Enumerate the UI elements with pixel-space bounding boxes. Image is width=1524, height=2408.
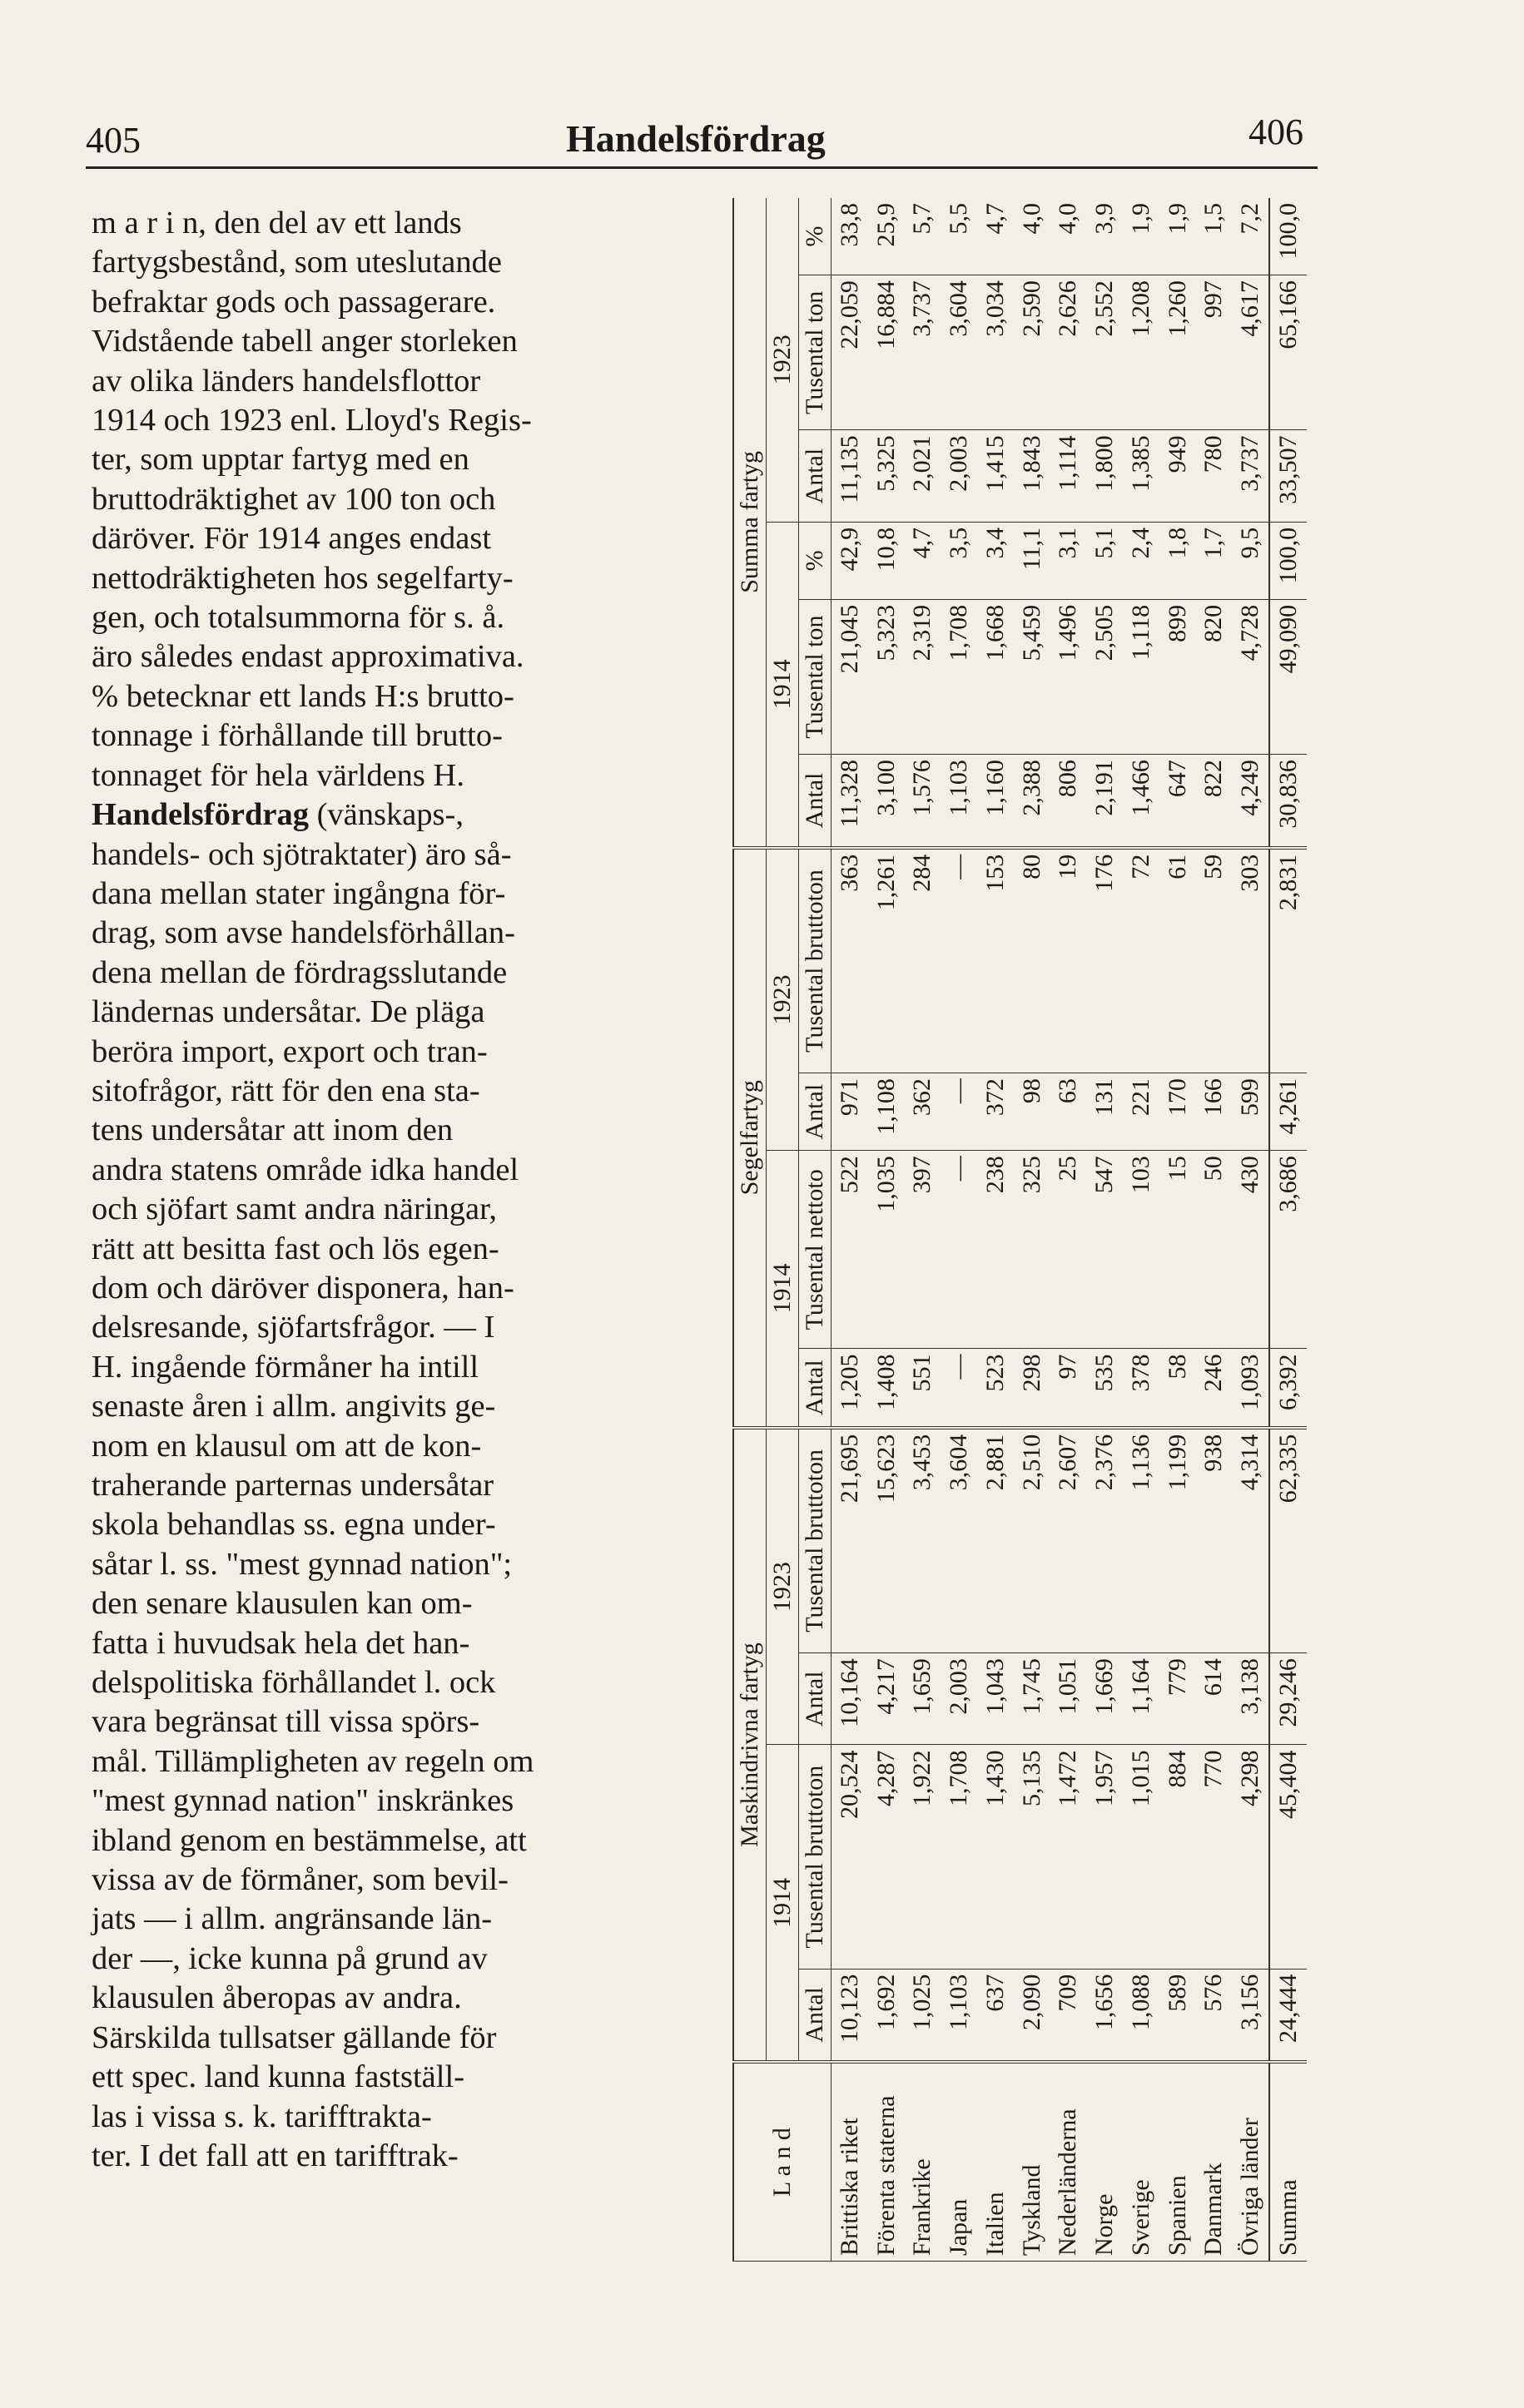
value-cell: 997 [1195, 275, 1232, 430]
value-cell: 1,160 [977, 755, 1014, 848]
value-cell: 547 [1086, 1151, 1123, 1349]
land-cell: Förenta staterna [868, 2062, 905, 2261]
value-cell: 22,059 [831, 275, 868, 430]
value-cell: 62,335 [1269, 1428, 1307, 1653]
col-header: Tusental bruttoton [799, 1745, 831, 1969]
col-header: Antal [799, 755, 831, 848]
value-cell: 25 [1050, 1151, 1086, 1349]
value-cell: 42,9 [831, 522, 868, 599]
value-cell: 1,015 [1123, 1745, 1159, 1969]
table-row [977, 198, 1014, 2262]
value-cell: 1,164 [1123, 1653, 1159, 1745]
left-page-number: 405 [86, 120, 141, 161]
value-cell: 1,466 [1123, 755, 1159, 848]
value-cell: 298 [1014, 1349, 1050, 1428]
value-cell: 1,103 [941, 1969, 977, 2062]
value-cell: 1,035 [868, 1151, 905, 1349]
value-cell: 576 [1195, 1969, 1232, 2062]
value-cell: 2,831 [1269, 848, 1307, 1073]
text-line: jats — i allm. angränsande län- [92, 1901, 493, 1937]
value-cell: 16,884 [868, 275, 905, 430]
year-header: 1914 [767, 1745, 799, 2062]
value-cell: 3,737 [1232, 430, 1269, 522]
value-cell: 65,166 [1269, 275, 1307, 430]
value-cell: 938 [1195, 1428, 1232, 1653]
value-cell: — [941, 1151, 977, 1349]
value-cell: 2,626 [1050, 275, 1086, 430]
table-row [1159, 198, 1196, 2262]
value-cell: 1,7 [1195, 522, 1232, 599]
value-cell: 1,043 [977, 1653, 1014, 1745]
text-line: befraktar gods och passagerare. [92, 284, 496, 320]
land-cell: Brittiska riket [831, 2062, 868, 2261]
value-cell: 1,136 [1123, 1428, 1159, 1653]
value-cell: 1,9 [1159, 198, 1196, 275]
value-cell: 9,5 [1232, 522, 1269, 599]
value-cell: 430 [1232, 1151, 1269, 1349]
value-cell: 4,217 [868, 1653, 905, 1745]
value-cell: 4,261 [1269, 1073, 1307, 1151]
value-cell: 1,9 [1123, 198, 1159, 275]
value-cell: 10,123 [831, 1969, 868, 2062]
text-line: tonnage i förhållande till brutto- [92, 718, 503, 754]
land-header: L a n d [733, 2062, 831, 2261]
value-cell: — [941, 1349, 977, 1428]
table-row [941, 198, 977, 2262]
value-cell: 1,659 [905, 1653, 941, 1745]
value-cell: 166 [1195, 1073, 1232, 1151]
value-cell: 589 [1159, 1969, 1196, 2062]
value-cell: 176 [1086, 848, 1123, 1073]
value-cell: 372 [977, 1073, 1014, 1151]
col-header: Antal [799, 1073, 831, 1151]
value-cell: 820 [1195, 599, 1232, 754]
value-cell: 5,7 [905, 198, 941, 275]
value-cell: 1,103 [941, 755, 977, 848]
col-header: Tusental nettoto [799, 1151, 831, 1349]
value-cell: 3,604 [941, 1428, 977, 1653]
value-cell: 1,430 [977, 1745, 1014, 1969]
land-cell: Spanien [1159, 2062, 1196, 2261]
land-cell: Japan [941, 2062, 977, 2261]
value-cell: 1,800 [1086, 430, 1123, 522]
text-line: vara begränsat till vissa spörs- [92, 1704, 480, 1740]
article-first-line [92, 795, 691, 835]
text-line: bruttodräktighet av 100 ton och [92, 481, 496, 517]
value-cell: 3,9 [1086, 198, 1123, 275]
value-cell: 325 [1014, 1151, 1050, 1349]
body-column [92, 204, 691, 2176]
value-cell: 3,4 [977, 522, 1014, 599]
table-row [1086, 198, 1123, 2262]
value-cell: 1,692 [868, 1969, 905, 2062]
text-line: och sjöfart samt andra näringar, [92, 1192, 498, 1227]
text-line: fartygsbestånd, som uteslutande [92, 245, 502, 280]
text-line: klausulen åberopas av andra. [92, 1980, 462, 2016]
text-line: senaste åren i allm. angivits ge- [92, 1389, 496, 1424]
value-cell: 33,507 [1269, 430, 1307, 522]
text-line: rätt att besitta fast och lös egen- [92, 1231, 499, 1266]
value-cell: 10,164 [831, 1653, 868, 1745]
value-cell: 899 [1159, 599, 1196, 754]
land-cell: Frankrike [905, 2062, 941, 2261]
value-cell: 1,576 [905, 755, 941, 848]
year-header: 1923 [767, 848, 799, 1151]
text-line: Vidstående tabell anger storleken [92, 324, 518, 359]
land-cell: Norge [1086, 2062, 1123, 2261]
value-cell: 1,922 [905, 1745, 941, 1969]
year-header: 1923 [767, 1428, 799, 1745]
value-cell: 21,045 [831, 599, 868, 754]
text-line: sitofrågor, rätt för den ena sta- [92, 1073, 480, 1108]
value-cell: 221 [1123, 1073, 1159, 1151]
value-cell: 29,246 [1269, 1653, 1307, 1745]
value-cell: 884 [1159, 1745, 1196, 1969]
text-line: äro således endast approximativa. [92, 639, 524, 675]
value-cell: 2,376 [1086, 1428, 1123, 1653]
value-cell: 4,617 [1232, 275, 1269, 430]
text-line: däröver. För 1914 anges endast [92, 521, 492, 557]
year-header: 1914 [767, 522, 799, 847]
value-cell: 21,695 [831, 1428, 868, 1653]
value-cell: 3,100 [868, 755, 905, 848]
table-row [868, 198, 905, 2262]
text-line: ibland genom en bestämmelse, att [92, 1822, 527, 1858]
text-line: dena mellan de fördragsslutande [92, 954, 508, 990]
value-cell: 4,728 [1232, 599, 1269, 754]
value-cell: 98 [1014, 1073, 1050, 1151]
text-line: delspolitiska förhållandet l. ock [92, 1665, 496, 1701]
value-cell: 33,8 [831, 198, 868, 275]
text-line: dana mellan stater ingångna för- [92, 875, 506, 911]
value-cell: 4,298 [1232, 1745, 1269, 1969]
text-line: m a r i n, den del av ett lands [92, 206, 462, 240]
value-cell: 20,524 [831, 1745, 868, 1969]
table-row [1195, 198, 1232, 2262]
text-line: mål. Tillämpligheten av regeln om [92, 1743, 534, 1779]
text-line: handels- och sjötraktater) äro så- [92, 836, 512, 872]
value-cell: — [941, 1073, 977, 1151]
value-cell: 1,745 [1014, 1653, 1050, 1745]
value-cell: 599 [1232, 1073, 1269, 1151]
text-line: såtar l. ss. "mest gynnad nation"; [92, 1546, 513, 1582]
fleet-statistics-table [732, 198, 1307, 2262]
text-line: ter, som upptar fartyg med en [92, 442, 469, 478]
value-cell: 779 [1159, 1653, 1196, 1745]
value-cell: 3,737 [905, 275, 941, 430]
value-cell: 238 [977, 1151, 1014, 1349]
text-line: tonnaget för hela världens H. [92, 757, 464, 793]
value-cell: 1,108 [868, 1073, 905, 1151]
value-cell: 284 [905, 848, 941, 1073]
value-cell: 1,957 [1086, 1745, 1123, 1969]
value-cell: 11,1 [1014, 522, 1050, 599]
col-header: Antal [799, 1969, 831, 2062]
text-line: ett spec. land kunna fastställ- [92, 2059, 464, 2095]
text-line: vissa av de förmåner, som bevil- [92, 1862, 509, 1898]
text-line: "mest gynnad nation" inskränkes [92, 1783, 514, 1819]
land-cell: Italien [977, 2062, 1014, 2261]
value-cell: 7,2 [1232, 198, 1269, 275]
value-cell: 2,607 [1050, 1428, 1086, 1653]
article-headword: Handelsfördrag [92, 797, 309, 833]
value-cell: 10,8 [868, 522, 905, 599]
value-cell: 3,138 [1232, 1653, 1269, 1745]
value-cell: 58 [1159, 1349, 1196, 1428]
land-cell: Övriga länder [1232, 2062, 1269, 2261]
value-cell: 378 [1123, 1349, 1159, 1428]
value-cell: 397 [905, 1151, 941, 1349]
value-cell: 4,0 [1050, 198, 1086, 275]
value-cell: 4,7 [977, 198, 1014, 275]
value-cell: 170 [1159, 1073, 1196, 1151]
value-cell: 3,034 [977, 275, 1014, 430]
value-cell: 2,319 [905, 599, 941, 754]
value-cell: 11,328 [831, 755, 868, 848]
sum-row [1269, 198, 1307, 2262]
year-header: 1914 [767, 1151, 799, 1428]
col-header: Tusental bruttoton [799, 848, 831, 1073]
value-cell: 303 [1232, 848, 1269, 1073]
value-cell: 637 [977, 1969, 1014, 2062]
value-cell: 2,590 [1014, 275, 1050, 430]
text-line: nettodräktigheten hos segelfarty- [92, 560, 514, 596]
value-cell: 100,0 [1269, 522, 1307, 599]
text-line: fatta i huvudsak hela det han- [92, 1625, 470, 1661]
value-cell: 614 [1195, 1653, 1232, 1745]
value-cell: 2,388 [1014, 755, 1050, 848]
value-cell: 15,623 [868, 1428, 905, 1653]
value-cell: 97 [1050, 1349, 1086, 1428]
text-line: beröra import, export och tran- [92, 1033, 488, 1069]
value-cell: 4,249 [1232, 755, 1269, 848]
value-cell: 59 [1195, 848, 1232, 1073]
value-cell: 709 [1050, 1969, 1086, 2062]
value-cell: 3,5 [941, 522, 977, 599]
text-line: ter. I det fall att en tarifftrak- [92, 2138, 459, 2173]
col-header: % [799, 198, 831, 275]
value-cell: 2,021 [905, 430, 941, 522]
land-cell: Danmark [1195, 2062, 1232, 2261]
value-cell: 2,090 [1014, 1969, 1050, 2062]
value-cell: 1,708 [941, 599, 977, 754]
text-line: av olika länders handelsflottor [92, 363, 481, 399]
value-cell: 551 [905, 1349, 941, 1428]
value-cell: 1,669 [1086, 1653, 1123, 1745]
col-header: Tusental bruttoton [799, 1428, 831, 1653]
value-cell: 1,093 [1232, 1349, 1269, 1428]
value-cell: 3,156 [1232, 1969, 1269, 2062]
header-rule [86, 166, 1318, 169]
text-line: skola behandlas ss. egna under- [92, 1507, 496, 1543]
text-line: gen, och totalsummorna för s. å. [92, 600, 505, 636]
text-line: andra statens område idka handel [92, 1152, 519, 1187]
value-cell: 1,260 [1159, 275, 1196, 430]
value-cell: 6,392 [1269, 1349, 1307, 1428]
value-cell: 1,708 [941, 1745, 977, 1969]
fleet-statistics-table-rotated [732, 198, 1307, 2262]
value-cell: 535 [1086, 1349, 1123, 1428]
text-line: nom en klausul om att de kon- [92, 1428, 482, 1464]
value-cell: 949 [1159, 430, 1196, 522]
col-header: Tusental ton [799, 599, 831, 754]
value-cell: 363 [831, 848, 868, 1073]
value-cell: 362 [905, 1073, 941, 1151]
value-cell: 1,5 [1195, 198, 1232, 275]
group-header-steam: Maskindrivna fartyg [733, 1428, 767, 2063]
col-header: Antal [799, 1349, 831, 1428]
col-header: Antal [799, 430, 831, 522]
value-cell: 770 [1195, 1745, 1232, 1969]
value-cell: 2,510 [1014, 1428, 1050, 1653]
text-line: delsresande, sjöfartsfrågor. — I [92, 1310, 495, 1345]
value-cell: 3,604 [941, 275, 977, 430]
value-cell: 4,287 [868, 1745, 905, 1969]
value-cell: 1,208 [1123, 275, 1159, 430]
table-row [1232, 198, 1269, 2262]
value-cell: 3,686 [1269, 1151, 1307, 1349]
value-cell: 63 [1050, 1073, 1086, 1151]
value-cell: 1,656 [1086, 1969, 1123, 2062]
value-cell: 1,261 [868, 848, 905, 1073]
value-cell: 1,118 [1123, 599, 1159, 754]
value-cell: 5,459 [1014, 599, 1050, 754]
value-cell: 522 [831, 1151, 868, 1349]
value-cell: 3,1 [1050, 522, 1086, 599]
text-line: las i vissa s. k. tarifftrakta- [92, 2098, 432, 2134]
value-cell: 4,7 [905, 522, 941, 599]
value-cell: 80 [1014, 848, 1050, 1073]
col-header: Tusental ton [799, 275, 831, 430]
value-cell: 2,4 [1123, 522, 1159, 599]
value-cell: 2,505 [1086, 599, 1123, 754]
table-row [1014, 198, 1050, 2262]
text-line: dom och däröver disponera, han- [92, 1270, 514, 1306]
land-cell: Nederländerna [1050, 2062, 1086, 2261]
value-cell: 3,453 [905, 1428, 941, 1653]
value-cell: 24,444 [1269, 1969, 1307, 2062]
value-cell: 1,051 [1050, 1653, 1086, 1745]
value-cell: 5,135 [1014, 1745, 1050, 1969]
table-row [831, 198, 868, 2262]
text-line: tens undersåtar att inom den [92, 1112, 454, 1148]
value-cell: 50 [1195, 1151, 1232, 1349]
running-title: Handelsfördrag [566, 117, 826, 160]
right-page-number: 406 [1248, 111, 1303, 152]
value-cell: 2,881 [977, 1428, 1014, 1653]
col-header: % [799, 522, 831, 599]
value-cell: 45,404 [1269, 1745, 1307, 1969]
value-cell: 5,5 [941, 198, 977, 275]
value-cell: 1,415 [977, 430, 1014, 522]
group-header-sail: Segelfartyg [733, 848, 767, 1428]
value-cell: 2,552 [1086, 275, 1123, 430]
value-cell: 2,191 [1086, 755, 1123, 848]
text-line: drag, som avse handelsförhållan- [92, 915, 515, 951]
value-cell: 1,668 [977, 599, 1014, 754]
value-cell: 5,1 [1086, 522, 1123, 599]
value-cell: 1,025 [905, 1969, 941, 2062]
value-cell: 49,090 [1269, 599, 1307, 754]
value-cell: 100,0 [1269, 198, 1307, 275]
value-cell: 5,323 [868, 599, 905, 754]
text-line: % betecknar ett lands H:s brutto- [92, 678, 514, 714]
text-line: H. ingående förmåner ha intill [92, 1349, 479, 1385]
text-line: traherande parternas undersåtar [92, 1468, 494, 1503]
value-cell: 647 [1159, 755, 1196, 848]
land-cell: Sverige [1123, 2062, 1159, 2261]
value-cell: 153 [977, 848, 1014, 1073]
value-cell: 2,003 [941, 1653, 977, 1745]
value-cell: 103 [1123, 1151, 1159, 1349]
table-row [1050, 198, 1086, 2262]
year-header: 1923 [767, 198, 799, 522]
value-cell: 806 [1050, 755, 1086, 848]
text-line: ländernas undersåtar. De pläga [92, 994, 485, 1030]
value-cell: 971 [831, 1073, 868, 1151]
value-cell: 4,314 [1232, 1428, 1269, 1653]
land-cell: Tyskland [1014, 2062, 1050, 2261]
table-row [1123, 198, 1159, 2262]
text-line: den senare klausulen kan om- [92, 1586, 473, 1622]
value-cell: 5,325 [868, 430, 905, 522]
value-cell: 780 [1195, 430, 1232, 522]
value-cell: 1,114 [1050, 430, 1086, 522]
text-line: Särskilda tullsatser gällande för [92, 2019, 497, 2055]
value-cell: 1,472 [1050, 1745, 1086, 1969]
value-cell: 72 [1123, 848, 1159, 1073]
text-line: der —, icke kunna på grund av [92, 1940, 488, 1976]
value-cell: 1,199 [1159, 1428, 1196, 1653]
value-cell: 1,408 [868, 1349, 905, 1428]
col-header: Antal [799, 1653, 831, 1745]
value-cell: 11,135 [831, 430, 868, 522]
value-cell: 1,088 [1123, 1969, 1159, 2062]
value-cell: 131 [1086, 1073, 1123, 1151]
text-line: (vänskaps-, [308, 797, 464, 833]
group-header-total: Summa fartyg [733, 198, 767, 848]
value-cell: 1,843 [1014, 430, 1050, 522]
value-cell: 822 [1195, 755, 1232, 848]
value-cell: 25,9 [868, 198, 905, 275]
value-cell: 15 [1159, 1151, 1196, 1349]
value-cell: 1,205 [831, 1349, 868, 1428]
value-cell: 4,0 [1014, 198, 1050, 275]
value-cell: 1,8 [1159, 522, 1196, 599]
value-cell: 19 [1050, 848, 1086, 1073]
text-line: 1914 och 1923 enl. Lloyd's Regis- [92, 403, 532, 438]
table-body [831, 198, 1308, 2262]
value-cell: 2,003 [941, 430, 977, 522]
value-cell: 523 [977, 1349, 1014, 1428]
table-row [905, 198, 941, 2262]
value-cell: 30,836 [1269, 755, 1307, 848]
value-cell: 1,385 [1123, 430, 1159, 522]
value-cell: — [941, 848, 977, 1073]
value-cell: 61 [1159, 848, 1196, 1073]
value-cell: 246 [1195, 1349, 1232, 1428]
value-cell: 1,496 [1050, 599, 1086, 754]
land-cell: Summa [1269, 2062, 1307, 2261]
